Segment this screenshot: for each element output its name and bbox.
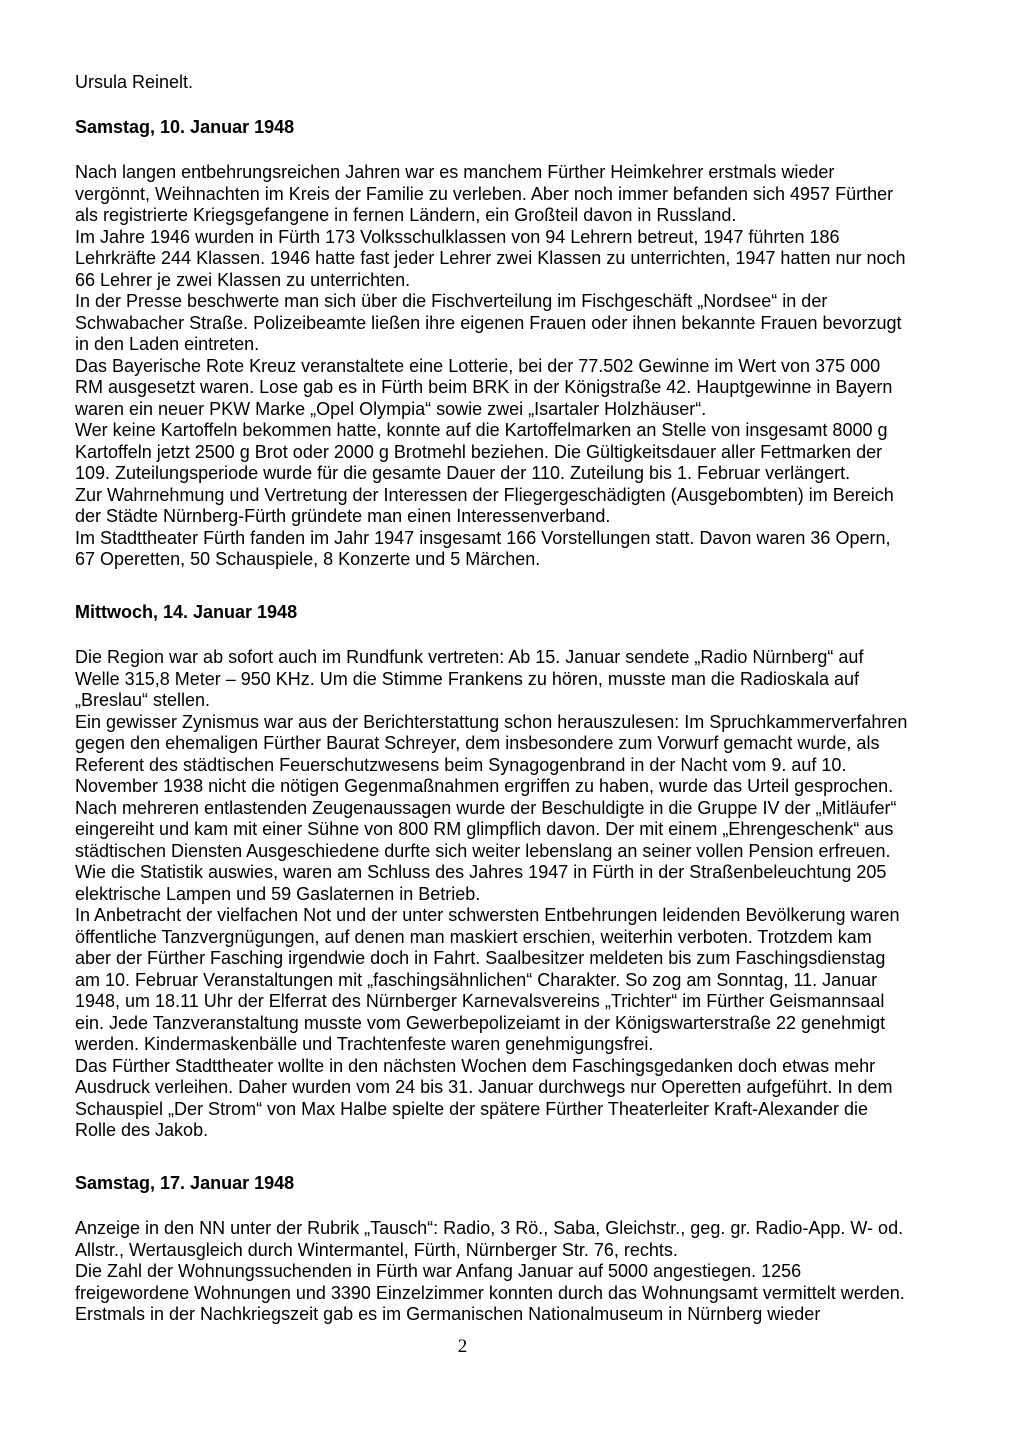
- text-line: waren ein neuer PKW Marke „Opel Olympia“ sowie zwei „Isartaler Holzhäuser“.: [75, 398, 707, 419]
- text-line: vergönnt, Weihnachten im Kreis der Familie zu verleben. Aber noch immer befanden sich 4957 Fürther: [75, 183, 894, 204]
- text-line: 109. Zuteilungsperiode wurde für die gesamte Dauer der 110. Zuteilung bis 1. Februar verlängert.: [75, 463, 851, 483]
- section-heading: Samstag, 10. Januar 1948: [75, 116, 295, 137]
- text-line: städtischen Diensten Ausgeschiedene durfte sich weiter lebenslang an seiner vollen Pension erfreuen.: [75, 840, 891, 861]
- text-line: der Städte Nürnberg-Fürth gründete man einen Interessenverband.: [75, 506, 611, 526]
- text-line: Wer keine Kartoffeln bekommen hatte, konnte auf die Kartoffelmarken an Stelle von insgesamt 8000 g: [75, 420, 888, 440]
- text-line: gegen den ehemaligen Fürther Baurat Schreyer, dem insbesondere zum Vorwurf gemacht wurde, als: [75, 733, 880, 753]
- section-heading: Mittwoch, 14. Januar 1948: [75, 601, 298, 622]
- text-line: Lehrkräfte 244 Klassen. 1946 hatte fast jeder Lehrer zwei Klassen zu unterrichten, 1947 hatten nur noch: [75, 248, 906, 268]
- text-line: RM ausgesetzt waren. Lose gab es in Fürth beim BRK in der Königstraße 42. Hauptgewinne in Bayern: [75, 377, 893, 397]
- section-body: [75, 647, 980, 1142]
- text-line: Schauspiel „Der Strom“ von Max Halbe spielte der spätere Fürther Theaterleiter Kraft-Alexander die: [75, 1098, 869, 1119]
- text-line: Schwabacher Straße. Polizeibeamte ließen ihre eigenen Frauen oder ihnen bekannte Frauen bevorzugt: [75, 312, 902, 333]
- text-line: In Anbetracht der vielfachen Not und der unter schwersten Entbehrungen leidenden Bevölkerung waren: [75, 905, 900, 925]
- section-heading: Samstag, 17. Januar 1948: [75, 1172, 295, 1193]
- text-line: Im Jahre 1946 wurden in Fürth 173 Volksschulklassen von 94 Lehrern betreut, 1947 führten 186: [75, 226, 840, 247]
- text-line: Die Region war ab sofort auch im Rundfunk vertreten: Ab 15. Januar sendete „Radio Nürnberg“ auf: [75, 647, 864, 667]
- text-line: werden. Kindermaskenbälle und Trachtenfeste waren genehmigungsfrei.: [75, 1034, 654, 1054]
- author-line: Ursula Reinelt.: [75, 72, 194, 92]
- text-line: Nach langen entbehrungsreichen Jahren war es manchem Fürther Heimkehrer erstmals wieder: [75, 162, 835, 182]
- text-line: Im Stadttheater Fürth fanden im Jahr 1947 insgesamt 166 Vorstellungen statt. Davon waren 36 Opern,: [75, 527, 891, 548]
- text-line: eingereiht und kam mit einer Sühne von 800 RM glimpflich davon. Der mit einem „Ehrengeschenk“ aus: [75, 819, 894, 839]
- text-line: Das Fürther Stadttheater wollte in den nächsten Wochen dem Faschingsgedanken doch etwas mehr: [75, 1055, 876, 1076]
- text-line: Allstr., Wertausgleich durch Wintermantel, Fürth, Nürnberger Str. 76, rechts.: [75, 1239, 678, 1260]
- text-line: elektrische Lampen und 59 Gaslaternen in Betrieb.: [75, 883, 481, 904]
- page-number: 2: [457, 1335, 468, 1357]
- text-line: öffentliche Tanzvergnügungen, auf denen man maskiert erschien, weiterhin verboten. Trotzdem kam: [75, 926, 872, 947]
- text-line: aber der Fürther Fasching irgendwie doch in Fahrt. Saalbesitzer meldeten bis zum Faschingsdienstag: [75, 948, 886, 968]
- section-saturday-17-january: [75, 1173, 980, 1326]
- text-line: Wie die Statistik auswies, waren am Schluss des Jahres 1947 in Fürth in der Straßenbeleuchtung 205: [75, 862, 887, 882]
- text-line: Die Zahl der Wohnungssuchenden in Fürth war Anfang Januar auf 5000 angestiegen. 1256: [75, 1261, 802, 1281]
- text-line: Rolle des Jakob.: [75, 1120, 209, 1140]
- text-line: Nach mehreren entlastenden Zeugenaussagen wurde der Beschuldigte in die Gruppe IV der „Mitläufer“: [75, 797, 897, 818]
- text-line: Ein gewisser Zynismus war aus der Berichterstattung schon herauszulesen: Im Spruchkammerverfahren: [75, 711, 908, 732]
- text-line: ein. Jede Tanzveranstaltung musste vom Gewerbepolizeiamt in der Königswarterstraße 22 genehmigt: [75, 1012, 886, 1033]
- section-body: [75, 162, 980, 571]
- text-line: Anzeige in den NN unter der Rubrik „Tausch“: Radio, 3 Rö., Saba, Gleichstr., geg. gr. Radio-App. W- od.: [75, 1218, 904, 1238]
- text-line: als registrierte Kriegsgefangene in fernen Ländern, ein Großteil davon in Russland.: [75, 205, 737, 225]
- text-line: In der Presse beschwerte man sich über die Fischverteilung im Fischgeschäft „Nordsee“ in der: [75, 291, 828, 311]
- text-line: freigewordene Wohnungen und 3390 Einzelzimmer konnten durch das Wohnungsamt vermittelt werden.: [75, 1282, 905, 1303]
- text-line: Erstmals in der Nachkriegszeit gab es im Germanischen Nationalmuseum in Nürnberg wieder: [75, 1304, 821, 1324]
- text-line: Kartoffeln jetzt 2500 g Brot oder 2000 g Brotmehl beziehen. Die Gültigkeitsdauer aller Fettmarken der: [75, 441, 883, 462]
- section-saturday-10-january: [75, 117, 980, 571]
- text-line: November 1938 nicht die nötigen Gegenmaßnahmen ergriffen zu haben, wurde das Urteil gesprochen.: [75, 776, 894, 796]
- text-line: Das Bayerische Rote Kreuz veranstaltete eine Lotterie, bei der 77.502 Gewinne im Wert von 375 000: [75, 355, 881, 376]
- text-line: Zur Wahrnehmung und Vertretung der Interessen der Fliegergeschädigten (Ausgebombten) im Bereich: [75, 484, 894, 505]
- text-line: Welle 315,8 Meter – 950 KHz. Um die Stimme Frankens zu hören, musste man die Radioskala auf: [75, 668, 860, 689]
- text-line: „Breslau“ stellen.: [75, 690, 211, 710]
- text-line: Ausdruck verleihen. Daher wurden vom 24 bis 31. Januar durchwegs nur Operetten aufgeführt. In dem: [75, 1077, 893, 1097]
- section-wednesday-14-january: [75, 602, 980, 1142]
- text-line: in den Laden eintreten.: [75, 334, 260, 354]
- text-line: am 10. Februar Veranstaltungen mit „faschingsähnlichen“ Charakter. So zog am Sonntag, 11. Januar: [75, 969, 878, 990]
- text-line: 66 Lehrer je zwei Klassen zu unterrichten.: [75, 269, 411, 290]
- text-line: Referent des städtischen Feuerschutzwesens beim Synagogenbrand in der Nacht vom 9. auf 10.: [75, 754, 847, 775]
- text-line: 1948, um 18.11 Uhr der Elferrat des Nürnberger Karnevalsvereins „Trichter“ im Fürther Geismannsaal: [75, 991, 885, 1011]
- section-body: [75, 1218, 980, 1326]
- text-line: 67 Operetten, 50 Schauspiele, 8 Konzerte und 5 Märchen.: [75, 549, 541, 569]
